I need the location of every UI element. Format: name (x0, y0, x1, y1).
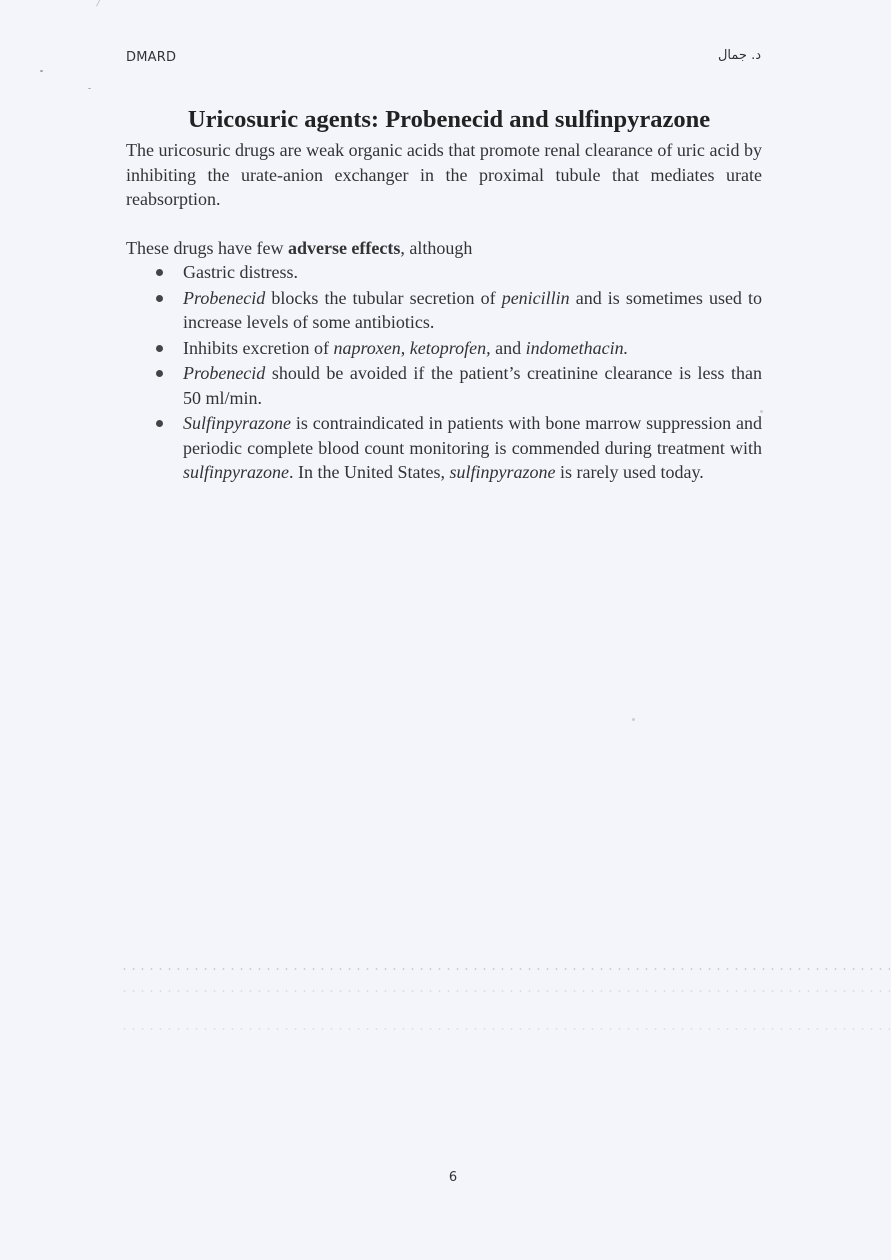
list-item-text: , (400, 337, 410, 358)
bullet-icon (156, 370, 163, 377)
adverse-effects-lead (126, 236, 762, 261)
scan-noise (120, 990, 890, 992)
page-number: 6 (448, 1170, 458, 1185)
list-item-text: blocks the tubular secretion of (265, 287, 502, 308)
drug-name: sulfinpyrazone (183, 462, 289, 482)
adverse-lead-text: These drugs have few (126, 237, 288, 258)
scan-mark (96, 0, 139, 6)
bullet-icon (156, 420, 163, 427)
list-item (183, 361, 762, 410)
list-item (183, 411, 762, 485)
list-item-text: should be avoided if the patient’s creatinine clearance is less than 50 ml/min. (183, 363, 762, 408)
drug-name: Probenecid (183, 363, 266, 383)
scan-speck (760, 410, 763, 413)
page-title: Uricosuric agents: Probenecid and sulfinpyrazone (187, 106, 711, 133)
list-item (183, 260, 762, 285)
adverse-effects-bold: adverse effects (287, 237, 401, 258)
list-item-text: is contraindicated in patients with bone marrow suppression and periodic complete blood count monitoring is commended during treatment with (183, 413, 762, 458)
drug-name: sulfinpyrazone (449, 462, 556, 482)
drug-name: penicillin (501, 287, 570, 308)
list-item (183, 336, 762, 361)
drug-name: indomethacin. (525, 337, 629, 358)
list-item-text: Gastric distress. (183, 262, 298, 282)
adverse-effects-list (126, 260, 762, 485)
paragraph-gap (126, 212, 762, 236)
list-item (183, 286, 762, 335)
scan-speck (40, 70, 43, 72)
scan-noise (120, 1028, 890, 1030)
bullet-icon (156, 269, 163, 276)
main-content (126, 106, 762, 486)
drug-name: Probenecid (183, 287, 266, 308)
list-item-text: and is sometimes used to increase levels of some antibiotics. (183, 287, 763, 332)
list-item-text: is rarely used today. (555, 462, 704, 482)
list-item-text: and (490, 337, 526, 358)
list-item-text: Inhibits excretion of (183, 337, 334, 358)
intro-paragraph: The uricosuric drugs are weak organic acids that promote renal clearance of uric acid by inhibiting the urate-anion exchanger in the proximal tubule that mediates urate reabsorption. (126, 140, 762, 209)
drug-name: Sulfinpyrazone (183, 413, 291, 433)
scan-speck (88, 88, 91, 89)
drug-name: ketoprofen, (409, 337, 491, 358)
adverse-tail-text: , although (400, 237, 473, 258)
bullet-icon (156, 295, 163, 302)
scan-speck (632, 718, 635, 721)
bullet-icon (156, 345, 163, 352)
scan-noise (120, 968, 890, 970)
drug-name: naproxen (333, 337, 401, 358)
header-course-label: DMARD (126, 50, 177, 65)
list-item-text: . In the United States, (289, 462, 450, 482)
header-author-label: د. جمال (717, 48, 761, 63)
